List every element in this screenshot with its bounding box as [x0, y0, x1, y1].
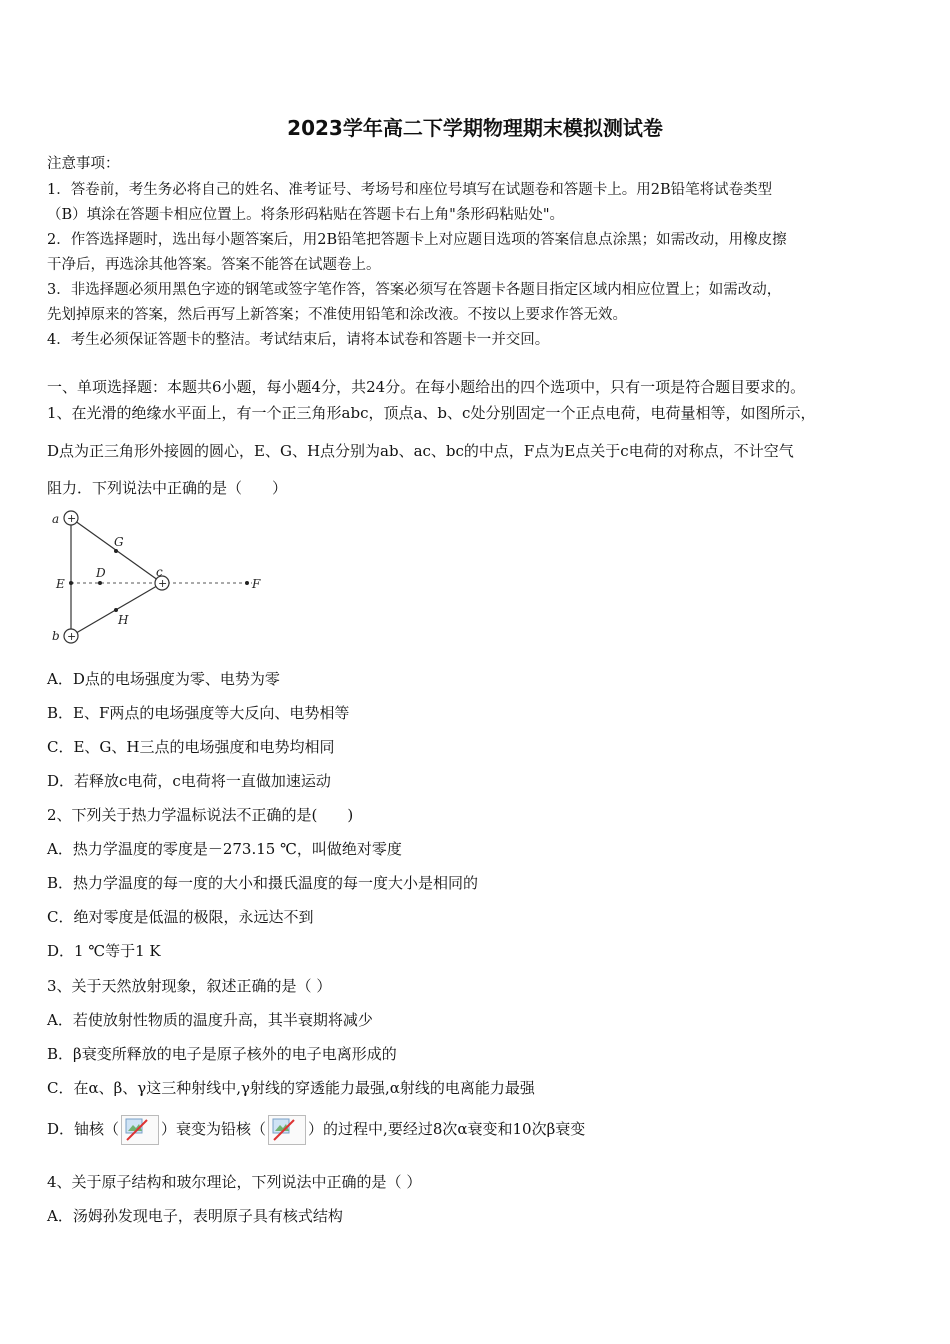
q4-stem: 4、关于原子结构和玻尔理论，下列说法中正确的是（ ）	[47, 1173, 422, 1191]
notice-line: 4．考生必须保证答题卡的整洁。考试结束后，请将本试卷和答题卡一并交回。	[47, 332, 550, 348]
q2-option-a: A．热力学温度的零度是－273.15 ℃，叫做绝对零度	[47, 840, 402, 858]
q2-option-d: D．1 ℃等于1 K	[47, 942, 161, 960]
notice-line: 1．答卷前，考生务必将自己的姓名、准考证号、考场号和座位号填写在试题卷和答题卡上。用2B铅笔将试卷类型	[47, 182, 773, 198]
q2-option-b: B．热力学温度的每一度的大小和摄氏温度的每一度大小是相同的	[47, 874, 479, 892]
point-D	[98, 581, 102, 585]
point-H	[114, 608, 118, 612]
q2-option-c: C．绝对零度是低温的极限，永远达不到	[47, 908, 314, 926]
q3-option-b: B．β衰变所释放的电子是原子核外的电子电离形成的	[47, 1045, 397, 1063]
notice-heading: 注意事项：	[47, 156, 120, 172]
q1-option-d: D．若释放c电荷，c电荷将一直做加速运动	[47, 772, 331, 790]
charge-sign: +	[67, 630, 77, 643]
notice-line: （B）填涂在答题卡相应位置上。将条形码粘贴在答题卡右上角"条形码粘贴处"。	[47, 207, 564, 223]
label-E: E	[56, 577, 65, 591]
q1-option-a: A．D点的电场强度为零、电势为零	[47, 670, 280, 688]
label-G: G	[114, 535, 124, 549]
label-b: b	[52, 629, 60, 643]
point-F	[245, 581, 249, 585]
notice-line: 3．非选择题必须用黑色字迹的钢笔或签字笔作答，答案必须写在答题卡各题目指定区域内相应位置上；如需改动，	[47, 282, 782, 298]
label-F: F	[252, 577, 261, 591]
image-placeholder-icon	[121, 1115, 159, 1145]
q1-stem-line: 1、在光滑的绝缘水平面上，有一个正三角形abc，顶点a、b、c处分别固定一个正点电荷，电荷量相等，如图所示，	[47, 404, 816, 422]
q3-option-d-part3: ）的过程中,要经过8次α衰变和10次β衰变	[308, 1120, 586, 1138]
charge-sign: +	[158, 577, 168, 590]
q2-stem: 2、下列关于热力学温标说法不正确的是( )	[47, 806, 354, 824]
image-placeholder-icon	[268, 1115, 306, 1145]
q1-option-c: C．E、G、H三点的电场强度和电势均相同	[47, 738, 335, 756]
label-c: c	[156, 565, 163, 579]
page-title: 2023学年高二下学期物理期末模拟测试卷	[287, 116, 663, 140]
q3-option-d	[47, 1110, 585, 1148]
point-E	[69, 581, 73, 585]
point-G	[114, 549, 118, 553]
q1-stem-line: D点为正三角形外接圆的圆心，E、G、H点分别为ab、ac、bc的中点，F点为E点关于c电荷的对称点，不计空气	[47, 442, 794, 460]
notice-line: 先划掉原来的答案，然后再写上新答案；不准使用铅笔和涂改液。不按以上要求作答无效。	[47, 307, 627, 323]
q1-option-b: B．E、F两点的电场强度等大反向、电势相等	[47, 704, 350, 722]
charge-sign: +	[67, 512, 77, 525]
label-a: a	[52, 512, 60, 526]
notice-line: 2．作答选择题时，选出每小题答案后，用2B铅笔把答题卡上对应题目选项的答案信息点涂黑；如需改动，用橡皮擦	[47, 232, 787, 248]
q3-option-c: C．在α、β、γ这三种射线中,γ射线的穿透能力最强,α射线的电离能力最强	[47, 1079, 535, 1097]
notice-line: 干净后，再选涂其他答案。答案不能答在试题卷上。	[47, 257, 381, 273]
label-H: H	[118, 613, 129, 627]
q1-stem-line: 阻力．下列说法中正确的是（ ）	[47, 479, 288, 497]
q3-stem: 3、关于天然放射现象，叙述正确的是（ ）	[47, 977, 332, 995]
q3-option-d-part2: ）衰变为铅核（	[161, 1120, 267, 1138]
label-D: D	[96, 566, 106, 580]
q3-option-d-part1: D．铀核（	[47, 1120, 120, 1138]
q3-option-a: A．若使放射性物质的温度升高，其半衰期将减少	[47, 1011, 373, 1029]
section-heading: 一、单项选择题：本题共6小题，每小题4分，共24分。在每小题给出的四个选项中，只有一项是符合题目要求的。	[47, 378, 806, 396]
triangle-charge-figure	[44, 506, 274, 650]
q4-option-a: A．汤姆孙发现电子，表明原子具有核式结构	[47, 1207, 343, 1225]
